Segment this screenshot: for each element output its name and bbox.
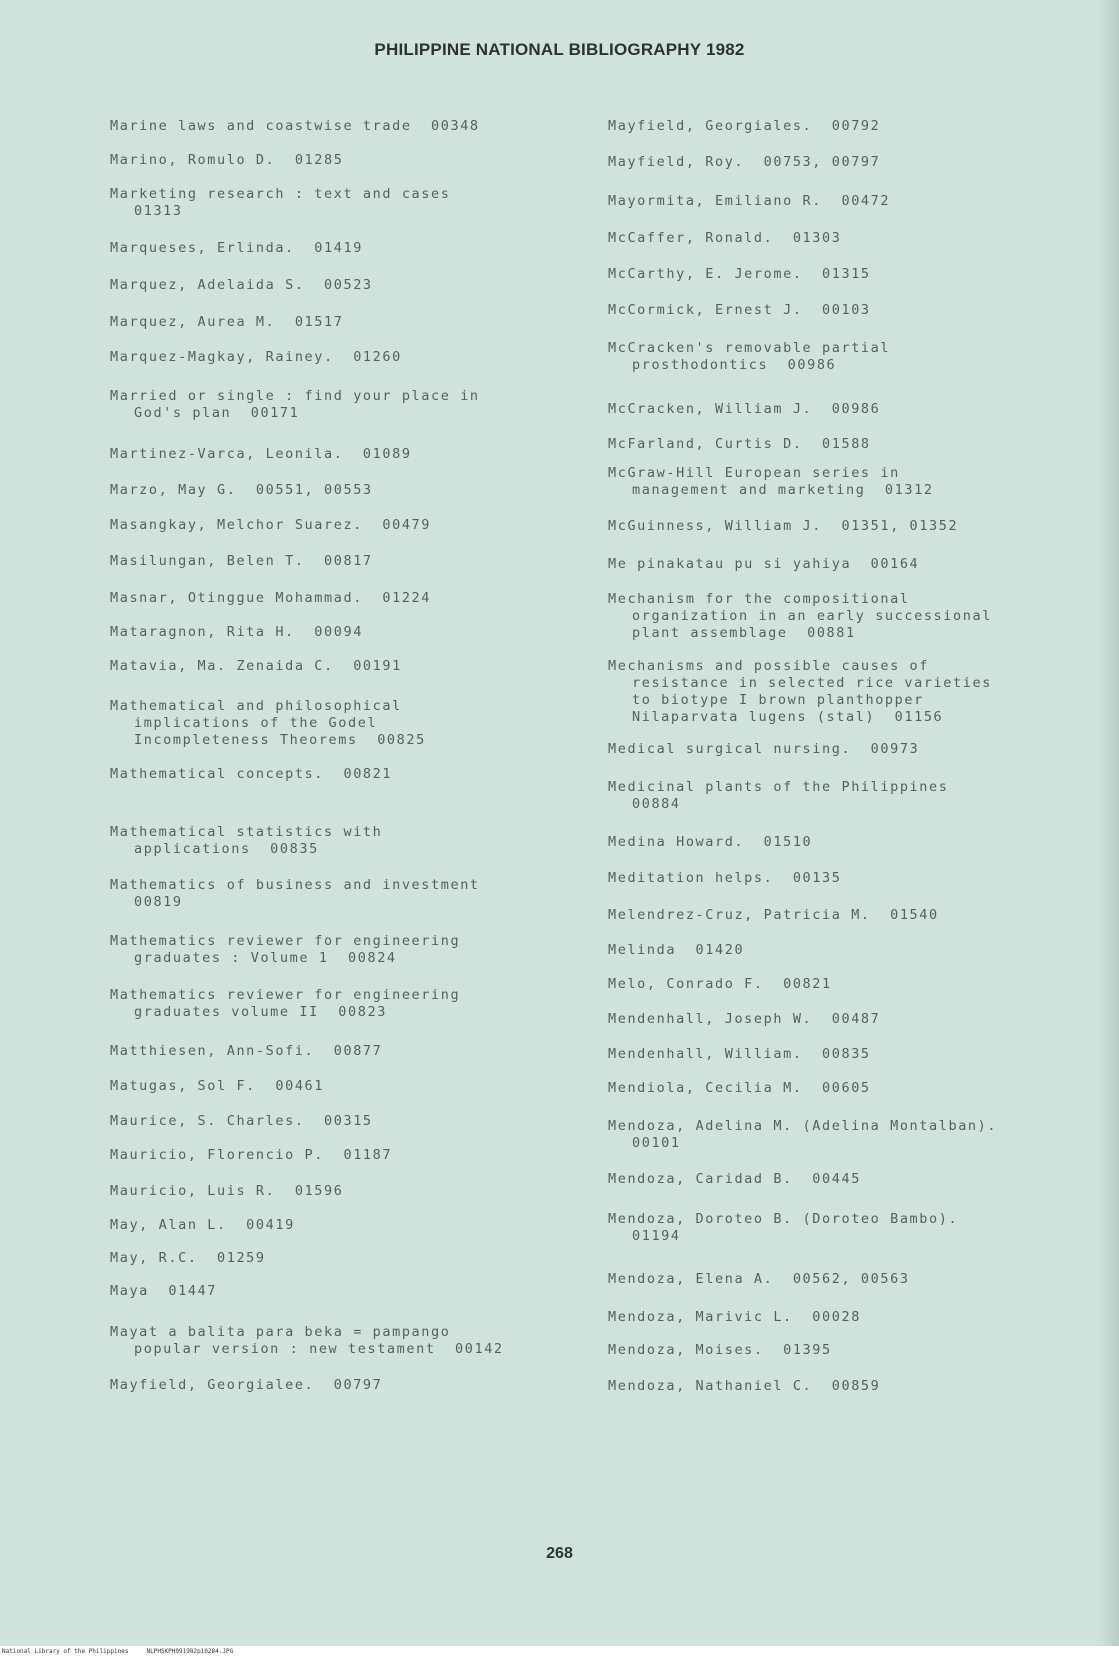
index-entry: Mechanisms and possible causes of resistance in selected rice varieties to biotype I brown planthopper Nilaparvata lugens (stal) 01156 [608,658,992,725]
index-entry: Masilungan, Belen T. 00817 [110,553,373,569]
index-entry: McFarland, Curtis D. 01588 [608,436,871,452]
index-entry: Mayormita, Emiliano R. 00472 [608,193,891,209]
index-entry: Maya 01447 [110,1283,218,1299]
index-entry: Melo, Conrado F. 00821 [608,976,832,992]
index-entry: Marine laws and coastwise trade 00348 [110,118,480,134]
index-entry: McCarthy, E. Jerome. 01315 [608,266,871,282]
index-entry: Matthiesen, Ann-Sofi. 00877 [110,1043,383,1059]
index-entry: Mayfield, Roy. 00753, 00797 [608,154,881,170]
index-entry: Marketing research : text and cases 01313 [110,186,451,219]
index-entry: Marquez, Aurea M. 01517 [110,314,344,330]
index-entry: Mathematical and philosophical implications of the Godel Incompleteness Theorems 00825 [110,698,426,748]
index-entry: McCaffer, Ronald. 01303 [608,230,842,246]
index-entry: Marqueses, Erlinda. 01419 [110,240,363,256]
index-entry: Mathematics reviewer for engineering graduates : Volume 1 00824 [110,933,461,966]
index-entry: McGraw-Hill European series in management and marketing 01312 [608,465,934,498]
index-entry: Melinda 01420 [608,942,745,958]
index-entry: McGuinness, William J. 01351, 01352 [608,518,959,534]
index-entry: McCracken, William J. 00986 [608,401,881,417]
index-entry: Mataragnon, Rita H. 00094 [110,624,363,640]
index-entry: Maurice, S. Charles. 00315 [110,1113,373,1129]
index-entry: Mendoza, Marivic L. 00028 [608,1309,861,1325]
index-entry: Marzo, May G. 00551, 00553 [110,482,373,498]
index-entry: Mendenhall, William. 00835 [608,1046,871,1062]
index-entry: May, R.C. 01259 [110,1250,266,1266]
index-entry: Mayfield, Georgialee. 00797 [110,1377,383,1393]
index-entry: Meditation helps. 00135 [608,870,842,886]
index-entry: Mathematics of business and investment 00819 [110,877,480,910]
index-entry: Mechanism for the compositional organization in an early successional plant assemblage 00881 [608,591,992,641]
index-entry: McCormick, Ernest J. 00103 [608,302,871,318]
page-edge-shadow [1097,0,1119,1658]
index-entry: Married or single : find your place in God's plan 00171 [110,388,480,421]
index-entry: Masangkay, Melchor Suarez. 00479 [110,517,432,533]
index-entry: Mendoza, Moises. 01395 [608,1342,832,1358]
index-entry: Marquez-Magkay, Rainey. 01260 [110,349,402,365]
index-entry: Masnar, Otinggue Mohammad. 01224 [110,590,432,606]
index-entry: Mendoza, Nathaniel C. 00859 [608,1378,881,1394]
index-entry: Matugas, Sol F. 00461 [110,1078,325,1094]
index-entry: Mendenhall, Joseph W. 00487 [608,1011,881,1027]
index-entry: Medina Howard. 01510 [608,834,813,850]
page-header: PHILIPPINE NATIONAL BIBLIOGRAPHY 1982 [374,40,745,59]
index-entry: Mayfield, Georgiales. 00792 [608,118,881,134]
index-entry: Mendoza, Elena A. 00562, 00563 [608,1271,910,1287]
page-number: 268 [546,1545,573,1562]
index-entry: Mathematical concepts. 00821 [110,766,393,782]
index-entry: Mathematical statistics with applications 00835 [110,824,383,857]
index-entry: Marquez, Adelaida S. 00523 [110,277,373,293]
index-entry: Melendrez-Cruz, Patricia M. 01540 [608,907,939,923]
index-entry: Mendoza, Adelina M. (Adelina Montalban). 00101 [608,1118,998,1151]
index-entry: Mendoza, Doroteo B. (Doroteo Bambo). 01194 [608,1211,959,1244]
index-entry: Medical surgical nursing. 00973 [608,741,920,757]
index-entry: McCracken's removable partial prosthodontics 00986 [608,340,891,373]
index-entry: Mendoza, Caridad B. 00445 [608,1171,861,1187]
index-entry: Me pinakatau pu si yahiya 00164 [608,556,920,572]
index-entry: May, Alan L. 00419 [110,1217,295,1233]
index-entry: Mauricio, Luis R. 01596 [110,1183,344,1199]
index-entry: Mendiola, Cecilia M. 00605 [608,1080,871,1096]
index-entry: Mathematics reviewer for engineering graduates volume II 00823 [110,987,461,1020]
scan-footer: National Library of the Philippines NLPHSKPH091982p10284.JPG [0,1646,1119,1658]
index-entry: Medicinal plants of the Philippines 00884 [608,779,949,812]
index-entry: Mauricio, Florencio P. 01187 [110,1147,393,1163]
index-entry: Mayat a balita para beka = pampango popular version : new testament 00142 [110,1324,504,1357]
index-entry: Martinez-Varca, Leonila. 01089 [110,446,412,462]
index-entry: Marino, Romulo D. 01285 [110,152,344,168]
index-entry: Matavia, Ma. Zenaida C. 00191 [110,658,402,674]
